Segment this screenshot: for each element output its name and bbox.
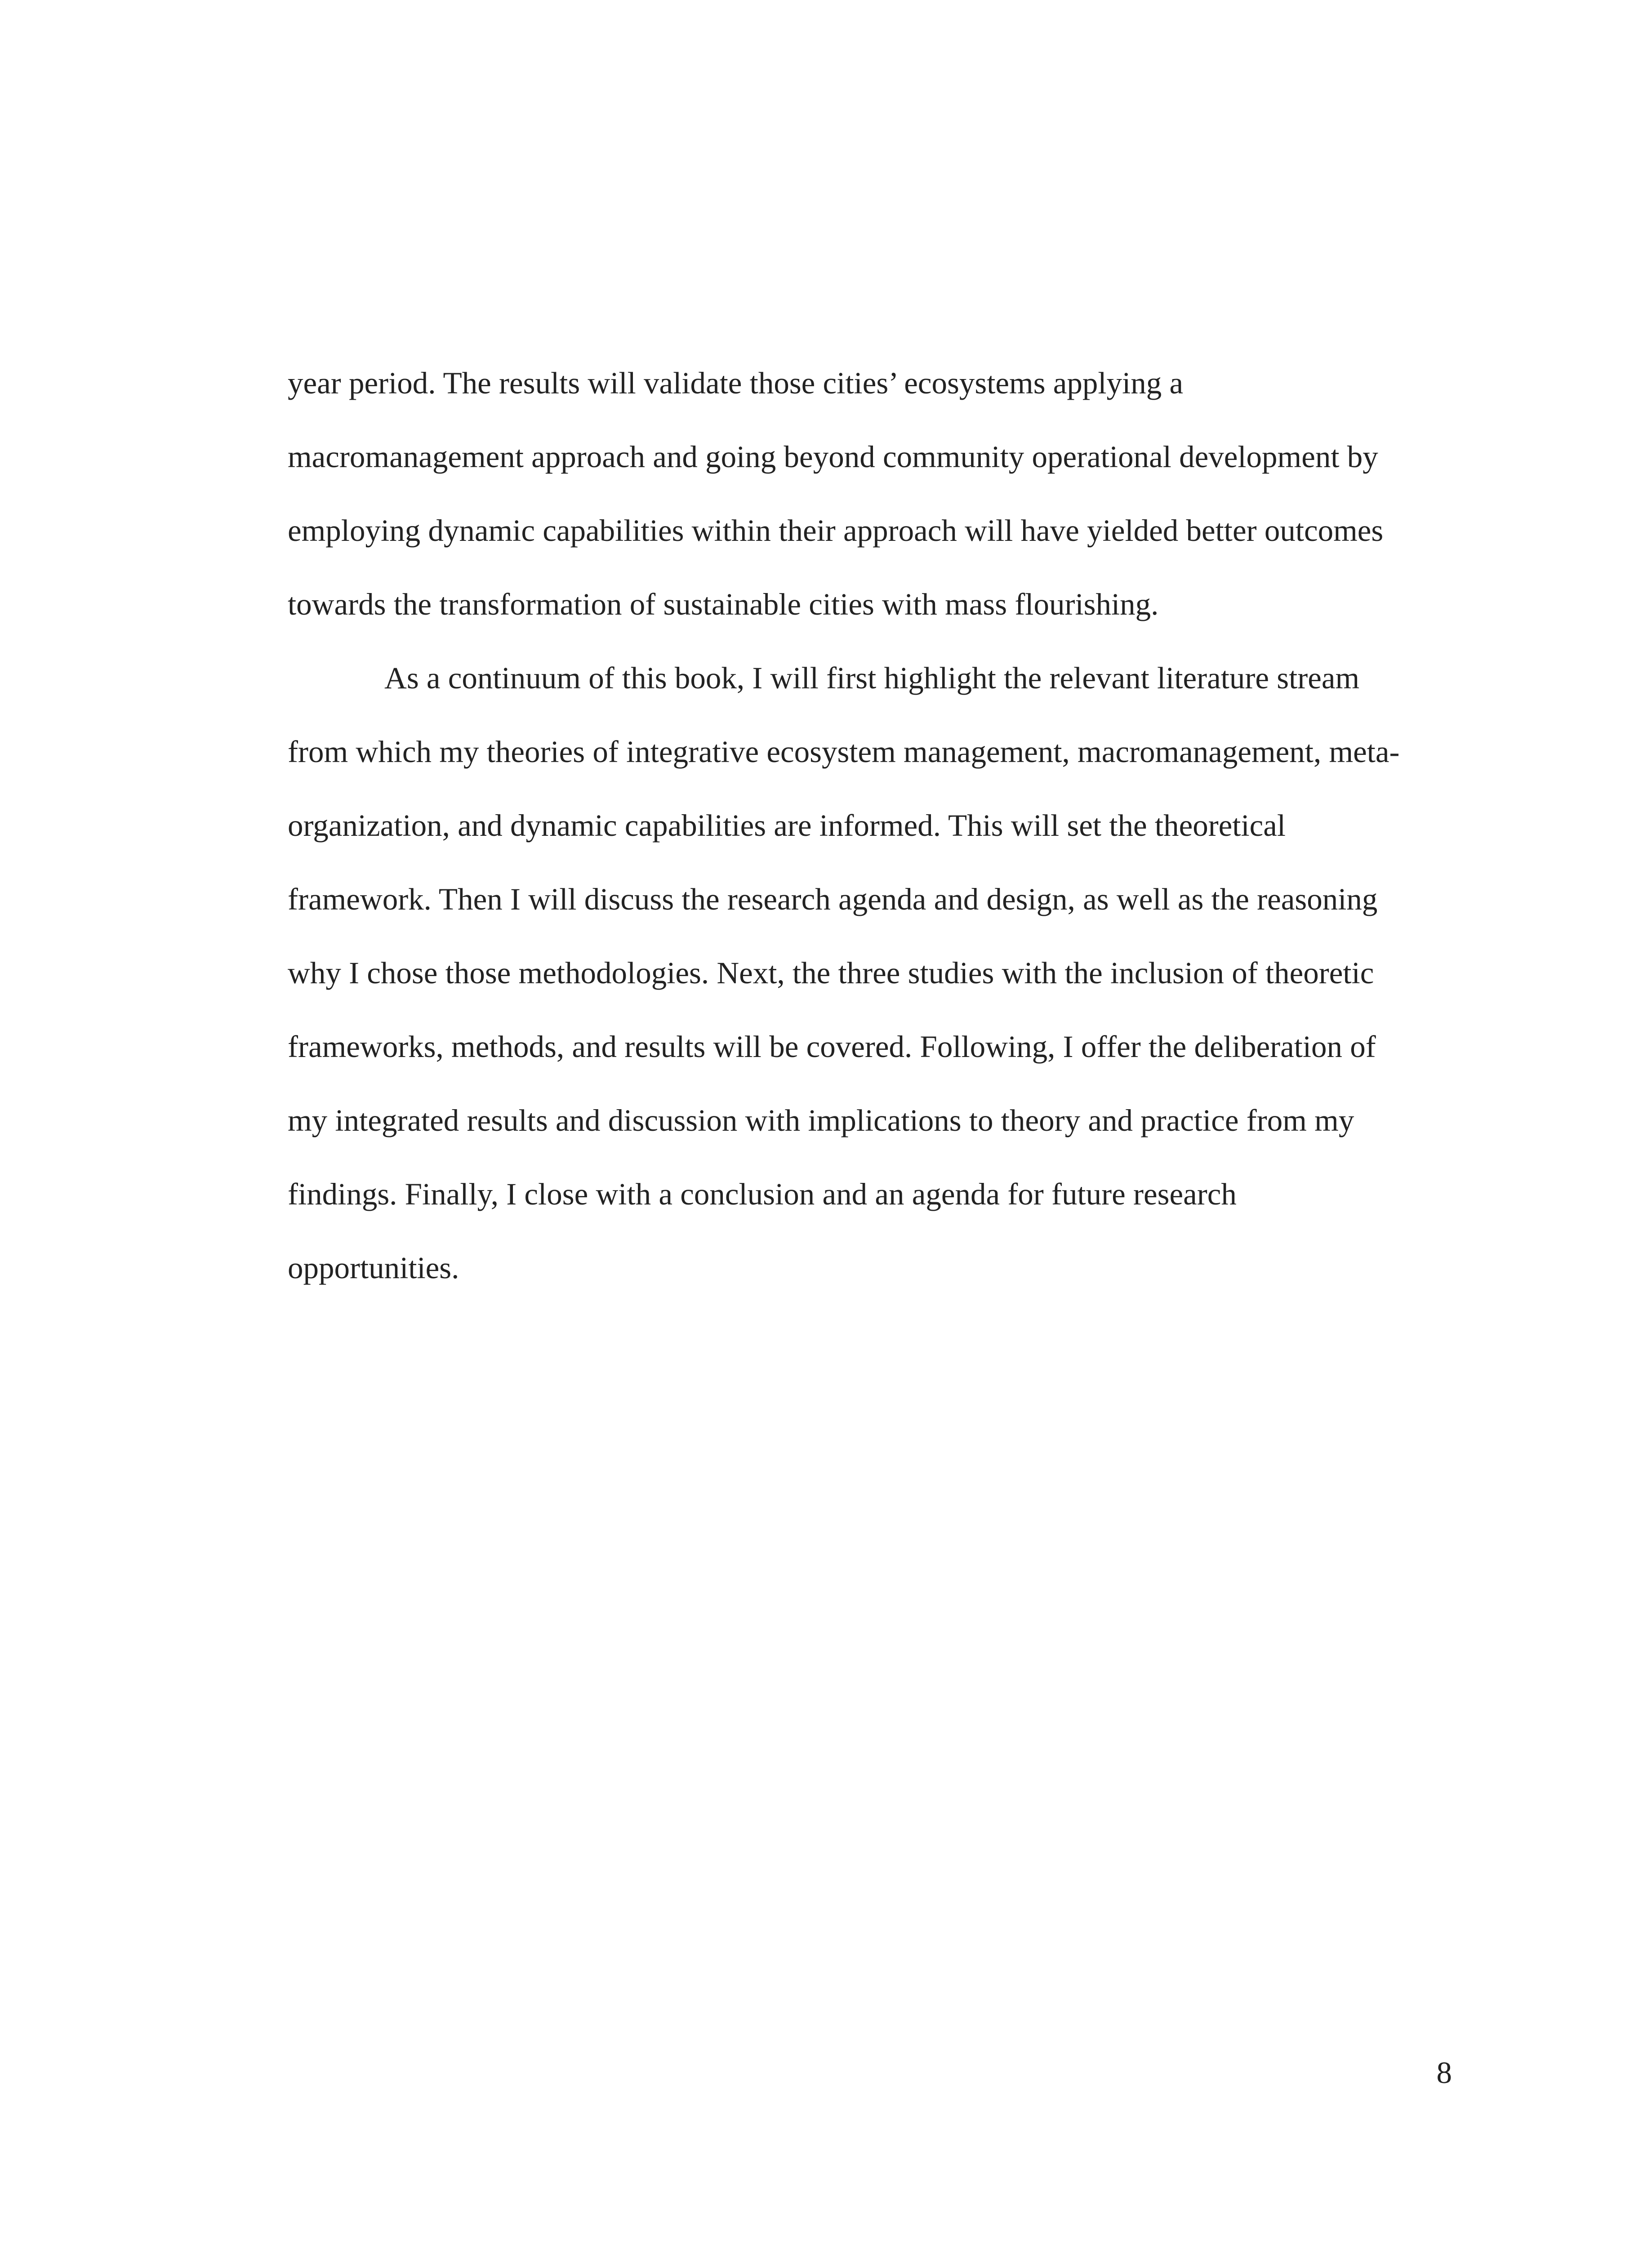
text-line: frameworks, methods, and results will be covered. Following, I offer the deliberation of [288, 1030, 1376, 1064]
page-number: 8 [1436, 2056, 1452, 2090]
text-line: findings. Finally, I close with a conclusion and an agenda for future research [288, 1177, 1237, 1211]
text-line: year period. The results will validate those cities’ ecosystems applying a [288, 366, 1184, 400]
text-line: opportunities. [288, 1251, 459, 1285]
text-line: towards the transformation of sustainable cities with mass flourishing. [288, 587, 1159, 621]
paragraph-2 [288, 641, 1447, 1305]
text-line: employing dynamic capabilities within their approach will have yielded better outcomes [288, 513, 1384, 548]
text-line: my integrated results and discussion with implications to theory and practice from my [288, 1103, 1354, 1137]
text-line: organization, and dynamic capabilities are informed. This will set the theoretical [288, 808, 1286, 843]
text-line: macromanagement approach and going beyond community operational development by [288, 440, 1378, 474]
paragraph-1 [288, 346, 1447, 641]
text-line: framework. Then I will discuss the research agenda and design, as well as the reasoning [288, 882, 1378, 916]
body-text [288, 346, 1447, 1305]
text-line: why I chose those methodologies. Next, the three studies with the inclusion of theoretic [288, 956, 1374, 990]
text-line: As a continuum of this book, I will first highlight the relevant literature stream [384, 661, 1360, 695]
text-line: from which my theories of integrative ecosystem management, macromanagement, meta- [288, 735, 1400, 769]
